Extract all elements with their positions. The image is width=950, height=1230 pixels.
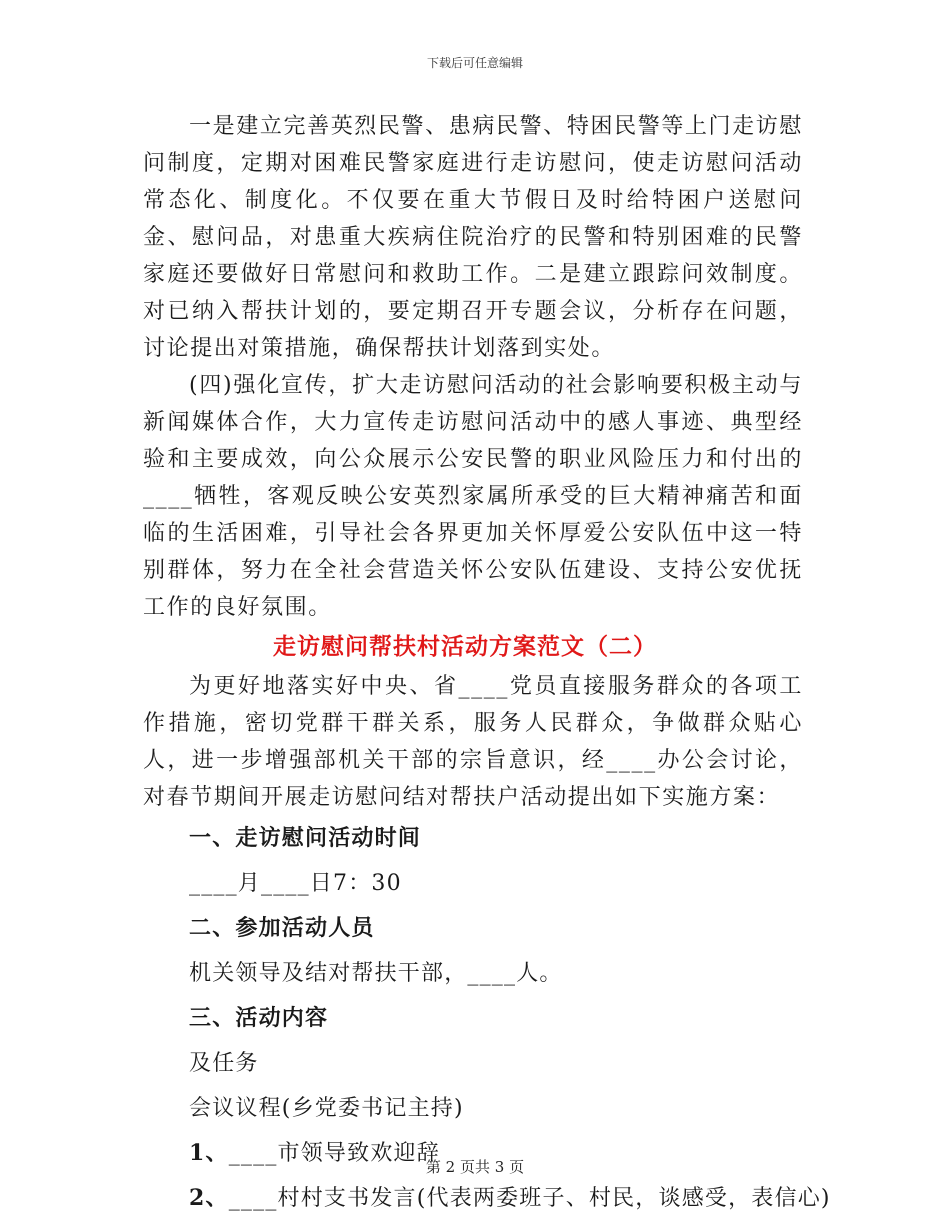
section-title: 走访慰问帮扶村活动方案范文（二） [273,633,657,660]
heading-activity-content: 三、活动内容 [189,1005,329,1031]
page-footer: 第 2 页共 3 页 [425,1158,525,1176]
agenda-item-1-number: 1、 [189,1140,229,1166]
heading-participants: 二、参加活动人员 [189,915,375,941]
paragraph-intro: 为更好地落实好中央、省____党员直接服务群众的各项工作措施，密切党群干群关系，服务人民群众，争做群众贴心人，进一步增强部机关干部的宗旨意识，经____办公会讨论，对春节期间开展走访慰问结对帮扶户活动提出如下实施方案： [143,674,803,810]
page-header: 下载后可任意编辑 [426,56,523,70]
agenda-line: 会议议程(乡党委书记主持) [189,1096,464,1121]
participants-value: 机关领导及结对帮扶干部，____人。 [189,961,563,986]
agenda-item-2-text: ____村村支书发言(代表两委班子、村民，谈感受，表信心) [228,1186,831,1211]
activity-time-value: ____月____日7：30 [189,871,402,896]
paragraph-visit-system: 一是建立完善英烈民警、患病民警、特困民警等上门走访慰问制度，定期对困难民警家庭进行走访慰问，使走访慰问活动常态化、制度化。不仅要在重大节假日及时给特困户送慰问金、慰问品，对患重大疾病住院治疗的民警和特别困难的民警家庭还要做好日常慰问和救助工作。二是建立跟踪问效制度。对已纳入帮扶计划的，要定期召开专题会议，分析存在问题，讨论提出对策措施，确保帮扶计划落到实处。 [143,114,803,361]
agenda-item-2-number: 2、 [189,1185,229,1211]
agenda-item-1-text: ____市领导致欢迎辞 [228,1141,440,1166]
agenda-item-2 [143,1176,831,1221]
paragraph-publicity: (四)强化宣传，扩大走访慰问活动的社会影响要积极主动与新闻媒体合作，大力宣传走访慰问活动中的感人事迹、典型经验和主要成效，向公众展示公安民警的职业风险压力和付出的____牺牲，客观反映公安英烈家属所承受的巨大精神痛苦和面临的生活困难，引导社会各界更加关怀厚爱公安队伍中这一特别群体，努力在全社会营造关怀公安队伍建设、支持公安优抚工作的良好氛围。 [143,373,803,620]
tasks-line: 及任务 [189,1051,259,1076]
heading-activity-time: 一、走访慰问活动时间 [189,825,422,851]
document-body [143,108,831,1221]
